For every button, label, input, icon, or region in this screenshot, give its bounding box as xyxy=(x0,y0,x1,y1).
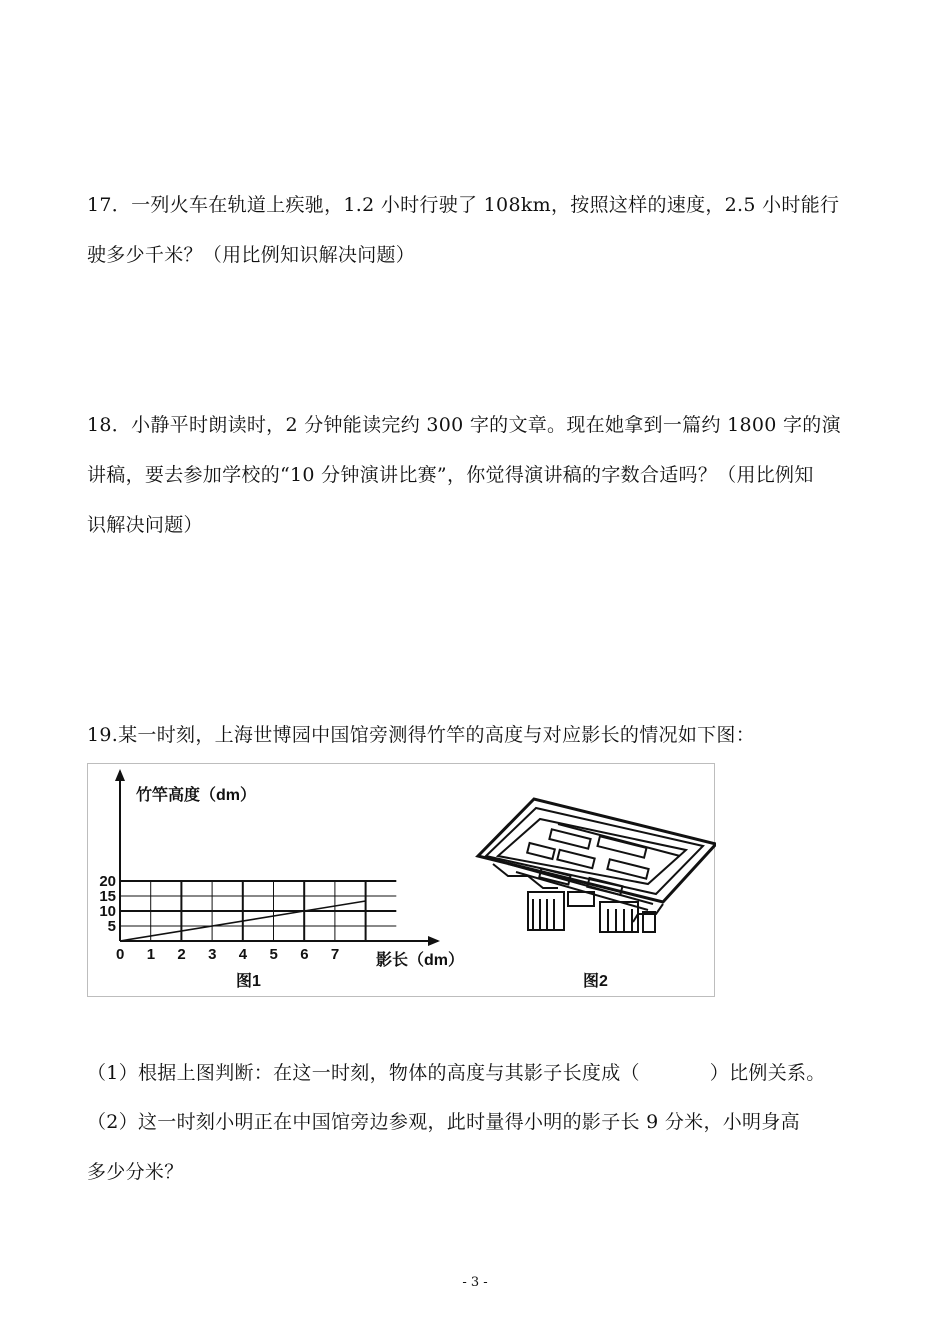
fig1-caption: 图1 xyxy=(236,973,261,990)
y-axis-label: 竹竿高度（dm） xyxy=(136,787,257,804)
x-tick-label: 1 xyxy=(146,946,156,963)
q19-part2-line1: （2）这一时刻小明正在中国馆旁边参观，此时量得小明的影子长 9 分米，小明身高 xyxy=(87,1111,800,1133)
q18-line3: 识解决问题） xyxy=(87,514,203,536)
china-pavilion-illustration xyxy=(478,799,716,932)
x-tick-label: 3 xyxy=(208,946,217,963)
y-axis-arrow xyxy=(115,769,125,781)
x-tick-label: 5 xyxy=(269,946,278,963)
q18-line1: 18．小静平时朗读时，2 分钟能读完约 300 字的文章。现在她拿到一篇约 1800 字的演 xyxy=(87,414,841,436)
figure-svg xyxy=(88,764,716,998)
x-axis-arrow xyxy=(428,936,440,946)
q19-part1-before: （1）根据上图判断：在这一时刻，物体的高度与其影子长度成（ xyxy=(87,1062,640,1084)
y-tick-label: 10 xyxy=(99,903,116,920)
x-tick-label: 7 xyxy=(330,946,340,963)
y-tick-label: 20 xyxy=(99,873,116,890)
q17-line2: 驶多少千米？（用比例知识解决问题） xyxy=(87,244,416,266)
figure-panel xyxy=(87,763,715,997)
x-tick-label: 2 xyxy=(177,946,186,963)
q19-intro: 19.某一时刻，上海世博园中国馆旁测得竹竿的高度与对应影长的情况如下图： xyxy=(87,724,756,746)
x-tick-label: 0 xyxy=(116,946,125,963)
fig2-caption: 图2 xyxy=(583,973,608,990)
y-tick-label: 5 xyxy=(107,918,116,935)
q19-part2-line2: 多少分米？ xyxy=(87,1161,184,1183)
page-number: - 3 - xyxy=(462,1275,488,1290)
q18-line2: 讲稿，要去参加学校的“10 分钟演讲比赛”，你觉得演讲稿的字数合适吗？（用比例知 xyxy=(87,464,814,486)
q19-part1 xyxy=(87,1058,826,1085)
x-axis-label: 影长（dm） xyxy=(376,952,465,969)
q17-line1: 17．一列火车在轨道上疾驰，1.2 小时行驶了 108km，按照这样的速度，2.5 小时能行 xyxy=(87,194,840,216)
y-tick-label: 15 xyxy=(99,888,116,905)
line-chart xyxy=(99,769,464,990)
x-tick-label: 6 xyxy=(300,946,309,963)
x-tick-label: 4 xyxy=(238,946,248,963)
q19-part1-after: ）比例关系。 xyxy=(709,1062,826,1084)
